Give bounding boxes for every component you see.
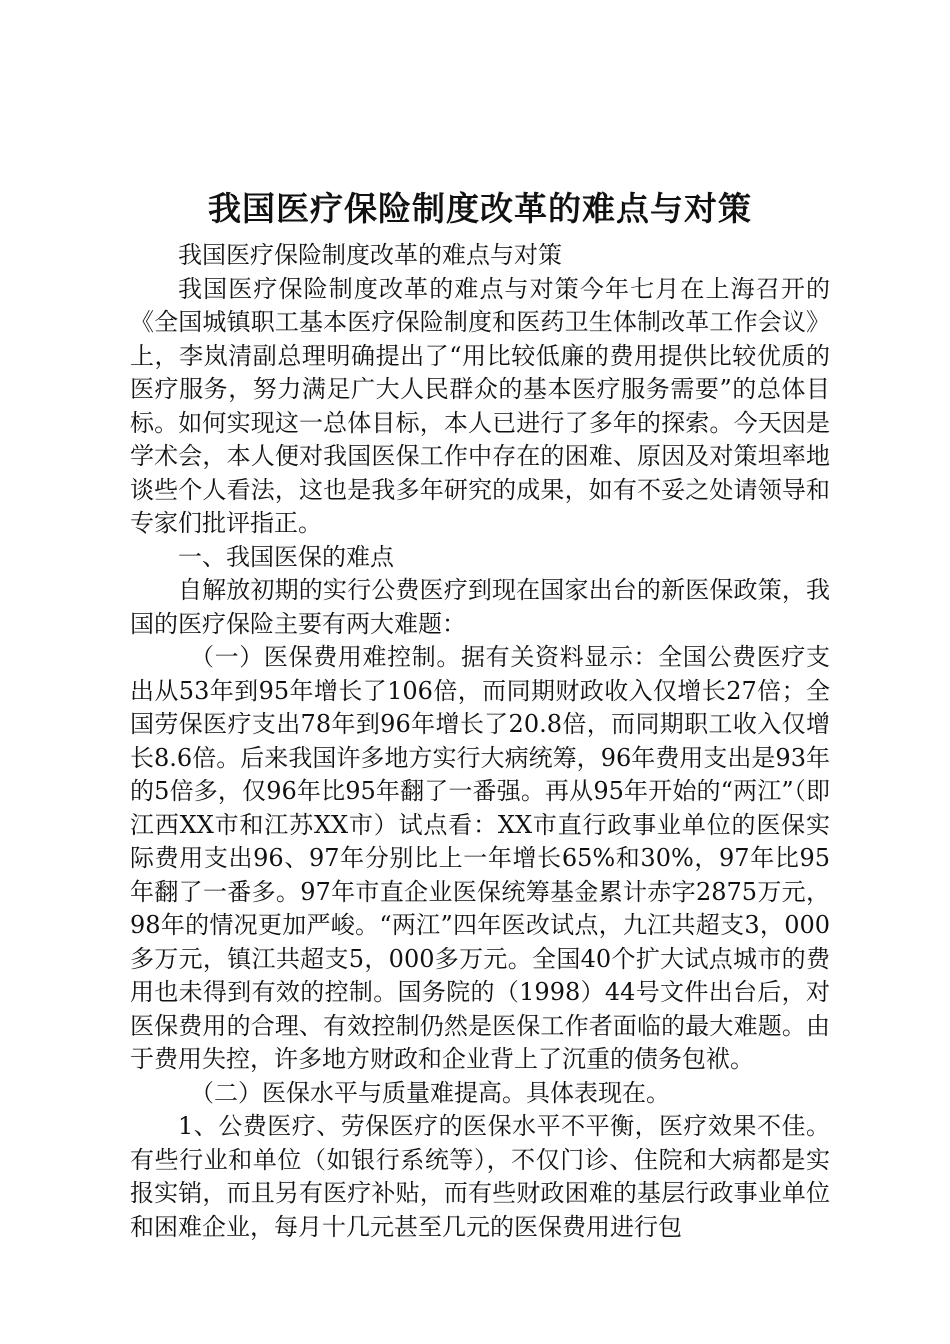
paragraph-quality-heading: （二）医保水平与质量难提高。具体表现在。 [190, 1078, 670, 1107]
document-title: 我国医疗保险制度改革的难点与对策 [208, 189, 752, 228]
paragraph-overview: 自解放初期的实行公费医疗到现在国家出台的新医保政策，我国的医疗保险主要有两大难题： [130, 576, 830, 638]
paragraph-intro: 我国医疗保险制度改革的难点与对策今年七月在上海召开的《全国城镇职工基本医疗保险制度和医药卫生体制改革工作会议》上，李岚清副总理明确提出了“用比较低廉的费用提供比较优质的医疗服务，努力满足广大人民群众的基本医疗服务需要”的总体目标。如何实现这一总体目标，本人已进行了多年的探索。今天因是学术会，本人便对我国医保工作中存在的困难、原因及对策坦率地谈些个人看法，这也是我多年研究的成果，如有不妥之处请领导和专家们批评指正。 [130, 274, 830, 537]
document-page [130, 185, 830, 1244]
paragraph-cost-control: （一）医保费用难控制。据有关资料显示：全国公费医疗支出从53年到95年增长了106倍，而同期财政收入仅增长27倍；全国劳保医疗支出78年到96年增长了20.8倍，而同期职工收入仅增长8.6倍。后来我国许多地方实行大病统筹，96年费用支出是93年的5倍多，仅96年比95年翻了一番强。再从95年开始的“两江”（即江西XX市和江苏XX市）试点看：XX市直行政事业单位的医保实际费用支出96、97年分别比上一年增长65%和30%，97年比95年翻了一番多。97年市直企业医保统筹基金累计赤字2875万元，98年的情况更加严峻。“两江”四年医改试点，九江共超支3，000多万元，镇江共超支5，000多万元。全国40个扩大试点城市的费用也未得到有效的控制。国务院的（1998）44号文件出台后，对医保费用的合理、有效控制仍然是医保工作者面临的最大难题。由于费用失控，许多地方财政和企业背上了沉重的债务包袱。 [130, 643, 830, 1073]
paragraph-subtitle: 我国医疗保险制度改革的难点与对策 [178, 241, 562, 269]
section-heading: 一、我国医保的难点 [178, 542, 394, 571]
paragraph-imbalance: 1、公费医疗、劳保医疗的医保水平不平衡，医疗效果不佳。有些行业和单位（如银行系统等），不仅门诊、住院和大病都是实报实销，而且另有医疗补贴，而有些财政困难的基层行政事业单位和困难企业，每月十几元甚至几元的医保费用进行包 [130, 1112, 830, 1241]
